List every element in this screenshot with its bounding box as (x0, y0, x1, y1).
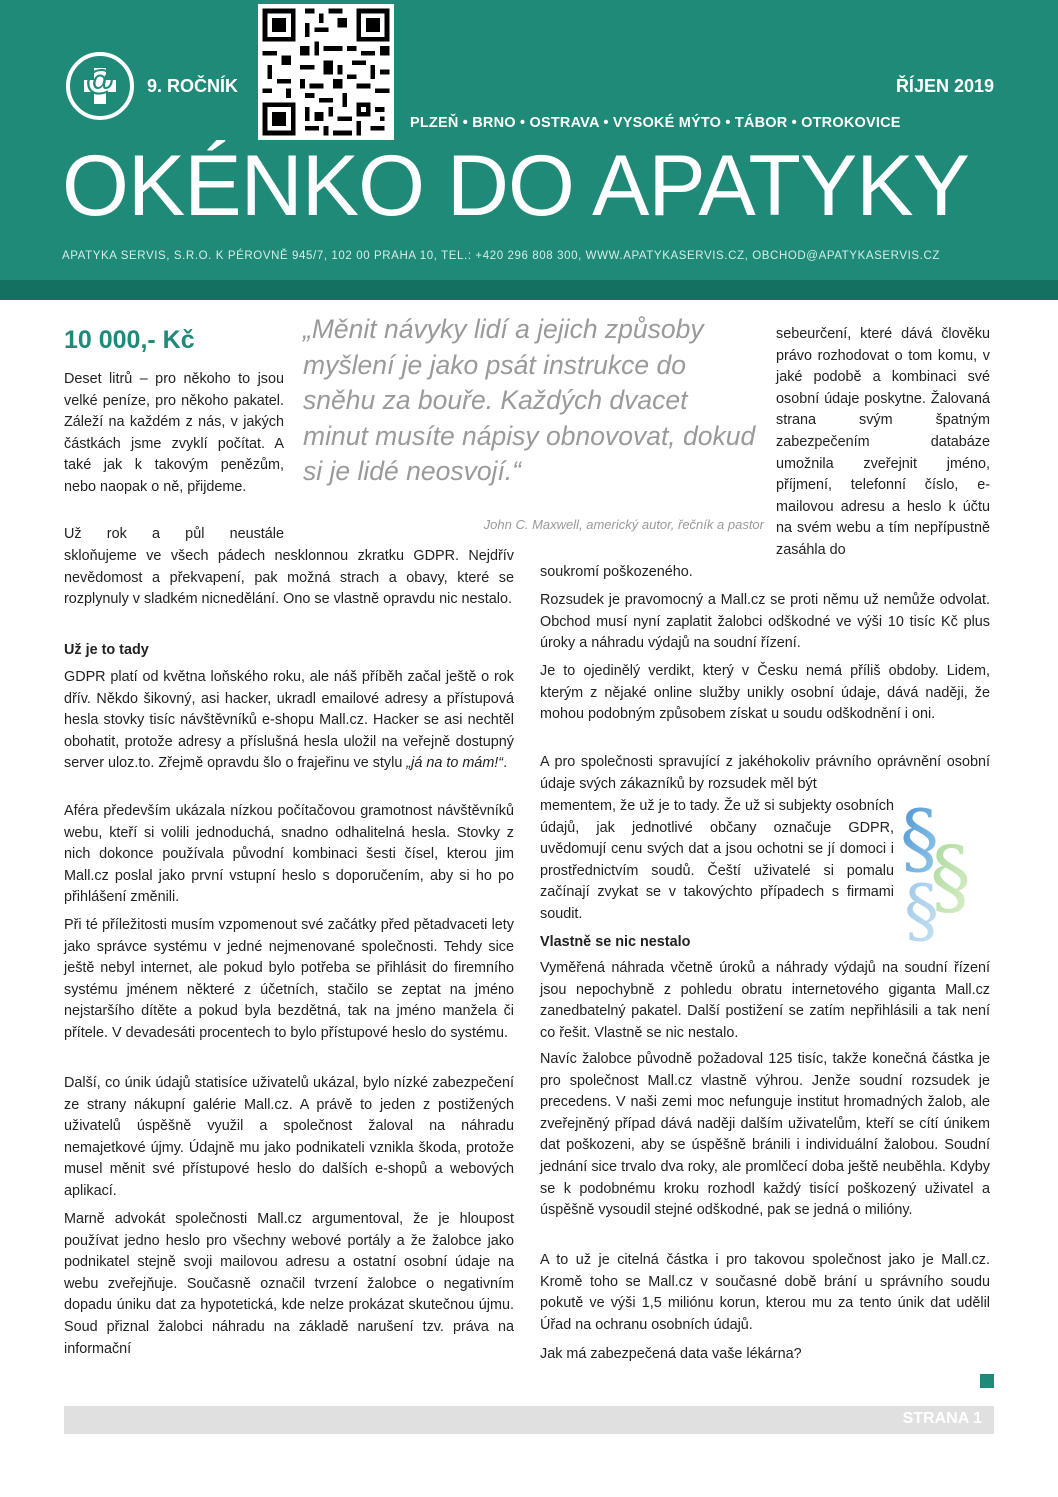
right-paragraph-5: Vyměřená náhrada včetně úroků a náhrady výdajů na soudní řízení jsou nepochybně z pohledu obratu internetového giganta Mall.cz zanedbatelný pakatel. Další postižení se zatím nepřihlásili a tak není co řešit. Vlastně se nic nestalo. (540, 960, 990, 1041)
right-paragraph-7: A to už je citelná částka i pro takovou společnost jako je Mall.cz. Kromě toho se Mall.cz v současné době brání u správního soudu pokutě ve výši 1,5 miliónu korun, kterou mu za tento únik dat udělil Úřad na ochranu osobních údajů. (540, 1252, 990, 1333)
subheading-uz-je-to-tady: Už je to tady (64, 642, 149, 658)
apatyka-logo (66, 52, 134, 120)
right-paragraph-4-cont: mementem, že už je to tady. Že už si subjekty osobních údajů, jak jednotlivé občany označuje GDPR, uvědomují cenu svých dat a jsou ochotni se jí domoci i prostřednictvím soudů. Čeští uživatelé si pomalu začínají zvykat se v takovýchto případech s firmami soudit. (540, 798, 894, 922)
pull-quote: „Měnit návyky lidí a jejich způsoby myšlení je jako psát instrukce do sněhu za bouře. Každých dvacet minut musíte nápisy obnovovat, dokud si je lidé neosvojí.“ (303, 314, 756, 486)
company-contact-line: APATYKA SERVIS, S.R.O. K PÉROVNĚ 945/7, 102 00 PRAHA 10, TEL.: +420 296 808 300, WWW.APATYKASERVIS.CZ, OBCHOD@APATYKASERVIS.CZ (62, 250, 941, 262)
svg-text:§: § (904, 870, 939, 945)
paragraph-7: Marně advokát společnosti Mall.cz argumentoval, že je hloupost používat jedno heslo pro všechny webové portály a že žalobce jako podnikatel stejně svoji mailovou adresu a ostatní osobní údaje na webu zveřejňuje. Současně označil tvrzení žalobce o negativním dopadu úniku dat za hypotetická, kde nelze prokázat skutečnou újmu. Soud přiznal žalobci náhradu na základě narušení tzv. práva na informační (64, 1211, 514, 1357)
right-paragraph-1: sebeurčení, které dává člověku právo rozhodovat o tom komu, v jaké podobě a kombinaci své osobní údaje poskytne. Žalovaná strana svým špatným zabezpečením databáze umožnila zveřejnit jméno, příjmení, telefonní číslo, e-mailovou adresu a heslo k účtu na svém webu a tím nepřípustně zasáhla do (776, 326, 990, 558)
closing-question: Jak má zabezpečená data vaše lékárna? (540, 1346, 802, 1362)
right-paragraph-3: Je to ojedinělý verdikt, který v Česku nemá příliš obdoby. Lidem, kterým z nějaké online služby unikly osobní údaje, dává naději, že mohou podobným způsobem získat u soudu odškodnění i oni. (540, 663, 990, 723)
logo-at-sign: @ (85, 64, 115, 97)
paragraph-3-emphasis: „já na to mám!“ (406, 755, 504, 772)
article-end-mark (980, 1374, 994, 1388)
paragraph-6: Další, co únik údajů statisíce uživatelů ukázal, bylo nízké zabezpečení ze strany nákupní galérie Mall.cz. A právě to jeden z postižených uživatelů úspěšně využil a společnost žaloval na náhradu nemajetkové újmy. Údajně mu jako podnikateli vznikla škoda, protože musel měnit své přístupové heslo do dalších e-shopů a webových aplikací. (64, 1075, 514, 1199)
newsletter-title: OKÉNKO DO APATYKY (62, 138, 969, 234)
qr-code-icon (258, 4, 394, 140)
paragraph-sign-icon (896, 795, 990, 945)
paragraph-2-start: Už rok a půl neustále (64, 526, 284, 542)
branch-cities: PLZEŇ • BRNO • OSTRAVA • VYSOKÉ MÝTO • TÁBOR • OTROKOVICE (410, 115, 901, 131)
page-number: STRANA 1 (902, 1410, 982, 1427)
paragraph-2: skloňujeme ve všech pádech nesklonnou zkratku GDPR. Nejdřív nevědomost a překvapení, pak možná strach a obavy, které se rozplynuly v sladkém nicnedělání. Ono se vlastně opravdu nic nestalo. (64, 548, 514, 608)
issue-date: ŘÍJEN 2019 (895, 76, 994, 96)
right-paragraph-6: Navíc žalobce původně požadoval 125 tisíc, takže konečná částka je pro společnost Mall.cz vlastně výhrou. Jenže soudní rozsudek je precedens. V naši zemi moc nefunguje institut hromadných žalob, ale zveřejněný případ dává naději dalším uživatelům, kteří se cítí únikem dat poškozeni, aby se úspěšně bránili i individuální žalobou. Soudní jednání sice trvalo dva roky, ale promlčecí doba ještě neuběhla. Kdyby se k podobnému kroku rozhodl každý tisící poškozený uživatel a úspěšně vysoudil stejné odškodné, pak se jedná o milióny. (540, 1051, 990, 1219)
paragraph-3: GDPR platí od května loňského roku, ale náš příběh začal ještě o rok dřív. Někdo šikovný, asi hacker, ukradl emailové adresy a přístupová hesla stovky tisíc návštěvníků e-shopu Mall.cz. Hacker se asi nechtěl obohatit, protože adresy a příslušná hesla uložil na veřejně dostupný server uloz.to. Zřejmě opravdu šlo o frajeřinu ve stylu „já na to mám!“. (64, 669, 514, 772)
quote-author: John C. Maxwell, americký autor, řečník a pastor (483, 517, 764, 532)
article-heading: 10 000,- Kč (64, 326, 195, 354)
svg-text:§: § (900, 795, 939, 884)
subheading-vlastne-se-nic-nestalo: Vlastně se nic nestalo (540, 934, 691, 950)
masthead (0, 0, 1058, 280)
paragraph-4: Aféra především ukázala nízkou počítačovou gramotnost návštěvníků webu, kteří si volili jednoduchá, snadno odhalitelná hesla. Stovky z nich dokonce používala původní kombinaci šesti čísel, kterou jim Mall.cz poslal jako první vstupní heslo s doporučením, aby si ho po přihlášení změnili. (64, 803, 514, 906)
svg-text:§: § (930, 830, 971, 925)
right-paragraph-1-end: soukromí poškozeného. (540, 564, 693, 580)
paragraph-5: Při té příležitosti musím vzpomenout své začátky před pětadvaceti lety jako správce systému v jedné nejmenované společnosti. Tehdy sice ještě nebyl internet, ale pokud bylo potřeba se přihlásit do firemního systému jménem některé z účetních, stačilo se zeptat na jméno nejstaršího dítěte a pokud byla bezdětná, tak na jméno manžela či přítele. V devadesáti procentech to bylo přístupové heslo do systému. (64, 917, 514, 1041)
right-paragraph-2: Rozsudek je pravomocný a Mall.cz se proti němu už nemůže odvolat. Obchod musí nyní zaplatit žalobci odškodné ve výši 10 tisíc Kč plus úroky a náhradu výdajů na soudní řízení. (540, 592, 990, 652)
issue-number: 9. ROČNÍK (147, 76, 239, 96)
intro-paragraph: Deset litrů – pro někoho to jsou velké peníze, pro někoho pakatel. Záleží na každém z nás, v jakých částkách jsme zvyklí počítat. A také jak k takovým penězům, nebo naopak o ně, přijdeme. (64, 371, 284, 495)
header-bottom-stripe (0, 280, 1058, 300)
right-paragraph-4: A pro společnosti spravující z jakéhokoliv právního oprávnění osobní údaje svých zákazníků by rozsudek měl být (540, 754, 990, 792)
page-footer (64, 1406, 994, 1434)
